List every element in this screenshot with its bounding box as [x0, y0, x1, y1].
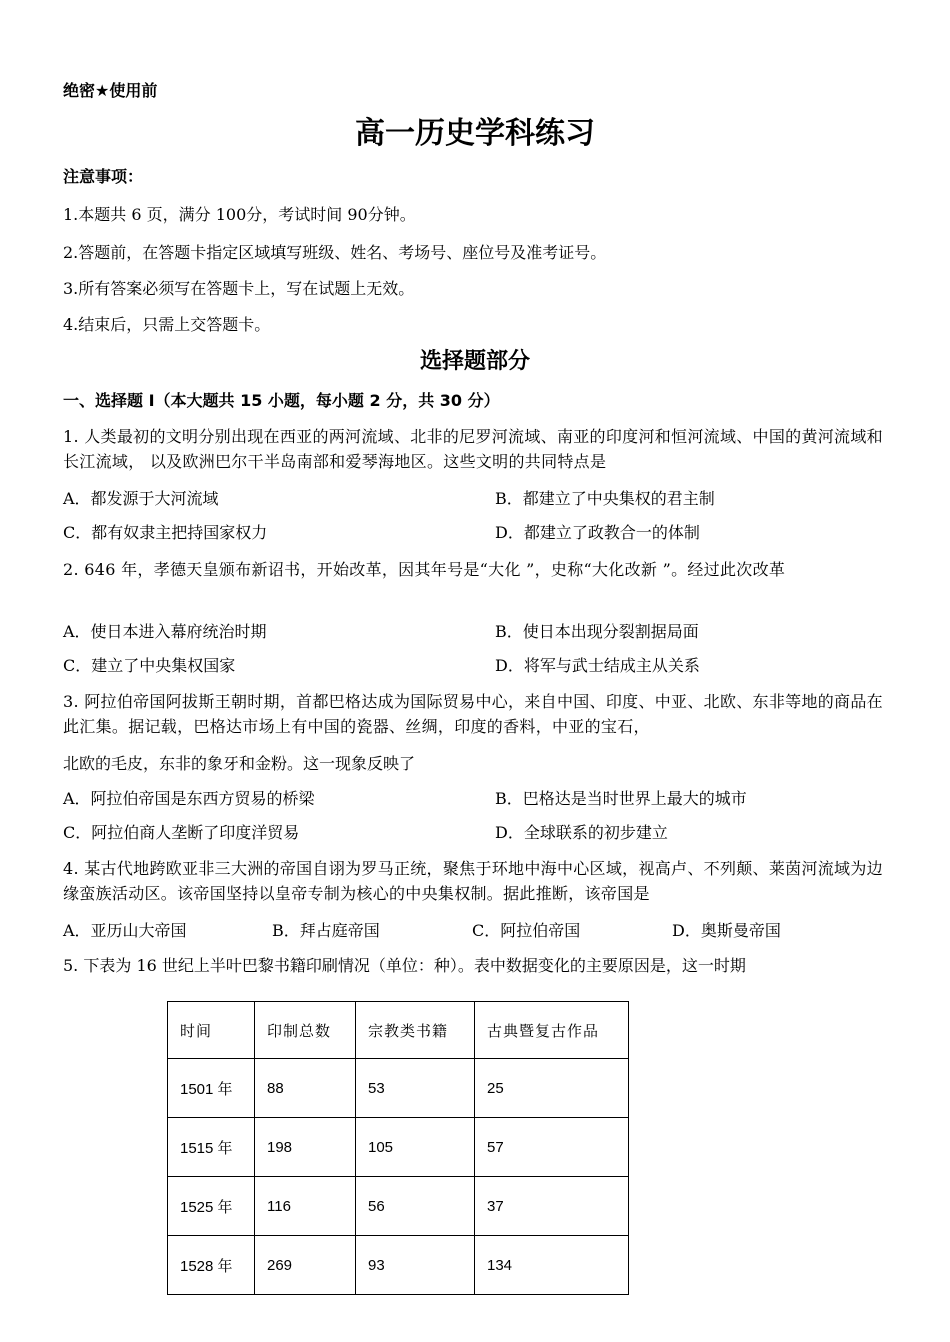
question-stem: 3. 阿拉伯帝国阿拔斯王朝时期，首都巴格达成为国际贸易中心，来自中国、印度、中亚、北欧、东非等地的商品在此汇集。据记载，巴格达市场上有中国的瓷器、丝绸，印度的香料，中亚的宝石， — [63, 692, 883, 736]
question-stem: 2. 646 年，孝德天皇颁布新诏书，开始改革，因其年号是“大化 ”，史称“大化改新 ”。经过此次改革 — [63, 560, 786, 579]
confidential-label: 绝密★使用前 — [63, 81, 158, 100]
table-row — [168, 1236, 629, 1295]
option-c: C．都有奴隶主把持国家权力 — [63, 523, 268, 542]
option-b: B．都建立了中央集权的君主制 — [495, 489, 715, 508]
table-cell: 25 — [475, 1059, 629, 1118]
table-cell: 116 — [255, 1177, 356, 1236]
table-cell: 105 — [356, 1118, 475, 1177]
option-c: C．阿拉伯商人垄断了印度洋贸易 — [63, 823, 300, 842]
table-header-cell: 印制总数 — [255, 1002, 356, 1059]
table-cell: 1528 年 — [168, 1236, 255, 1295]
question-stem: 5. 下表为 16 世纪上半叶巴黎书籍印刷情况（单位：种）。表中数据变化的主要原因是，这一时期 — [63, 956, 746, 975]
notice-item: 2.答题前，在答题卡指定区域填写班级、姓名、考场号、座位号及准考证号。 — [63, 243, 607, 262]
table-header-row — [168, 1002, 629, 1059]
option-a: A．都发源于大河流域 — [63, 489, 219, 508]
page-title: 高一历史学科练习 — [355, 116, 595, 151]
table-header-cell: 时间 — [168, 1002, 255, 1059]
option-b: B．拜占庭帝国 — [272, 921, 380, 940]
option-b: B．使日本出现分裂割据局面 — [495, 622, 699, 641]
table-row — [168, 1059, 629, 1118]
table-cell: 1515 年 — [168, 1118, 255, 1177]
question-stem: 1. 人类最初的文明分别出现在西亚的两河流域、北非的尼罗河流域、南亚的印度河和恒河流域、中国的黄河流域和长江流域， 以及欧洲巴尔干半岛南部和爱琴海地区。这些文明的共同特点是 — [63, 427, 883, 471]
notice-item: 4.结束后，只需上交答题卡。 — [63, 315, 271, 334]
table-cell: 53 — [356, 1059, 475, 1118]
notice-item: 1.本题共 6 页，满分 100分，考试时间 90分钟。 — [63, 205, 416, 224]
option-d: D．都建立了政教合一的体制 — [495, 523, 700, 542]
table-header-cell: 古典暨复古作品 — [475, 1002, 629, 1059]
option-d: D．全球联系的初步建立 — [495, 823, 668, 842]
table-cell: 134 — [475, 1236, 629, 1295]
option-b: B．巴格达是当时世界上最大的城市 — [495, 789, 747, 808]
table-cell: 1525 年 — [168, 1177, 255, 1236]
part-heading: 一、选择题 Ⅰ（本大题共 15 小题，每小题 2 分，共 30 分） — [63, 391, 500, 410]
table-cell: 88 — [255, 1059, 356, 1118]
table-row — [168, 1118, 629, 1177]
table-cell: 93 — [356, 1236, 475, 1295]
table-cell: 1501 年 — [168, 1059, 255, 1118]
table-cell: 56 — [356, 1177, 475, 1236]
option-a: A．阿拉伯帝国是东西方贸易的桥梁 — [63, 789, 315, 808]
option-a: A．亚历山大帝国 — [63, 921, 187, 940]
option-a: A．使日本进入幕府统治时期 — [63, 622, 267, 641]
option-d: D．将军与武士结成主从关系 — [495, 656, 700, 675]
option-c: C．建立了中央集权国家 — [63, 656, 236, 675]
notice-item: 3.所有答案必须写在答题卡上，写在试题上无效。 — [63, 279, 415, 298]
notice-heading: 注意事项： — [63, 167, 144, 186]
table-header-cell: 宗教类书籍 — [356, 1002, 475, 1059]
table-cell: 57 — [475, 1118, 629, 1177]
question-stem: 4. 某古代地跨欧亚非三大洲的帝国自诩为罗马正统，聚焦于环地中海中心区域，视高卢、不列颠、莱茵河流域为边缘蛮族活动区。该帝国坚持以皇帝专制为核心的中央集权制。据此推断，该帝国是 — [63, 859, 883, 903]
table-row — [168, 1177, 629, 1236]
table-cell: 269 — [255, 1236, 356, 1295]
table-cell: 198 — [255, 1118, 356, 1177]
section-title: 选择题部分 — [419, 349, 530, 374]
option-c: C．阿拉伯帝国 — [472, 921, 581, 940]
printing-table — [167, 1001, 629, 1295]
option-d: D．奥斯曼帝国 — [672, 921, 781, 940]
question-stem-continued: 北欧的毛皮，东非的象牙和金粉。这一现象反映了 — [63, 754, 416, 773]
table-cell: 37 — [475, 1177, 629, 1236]
